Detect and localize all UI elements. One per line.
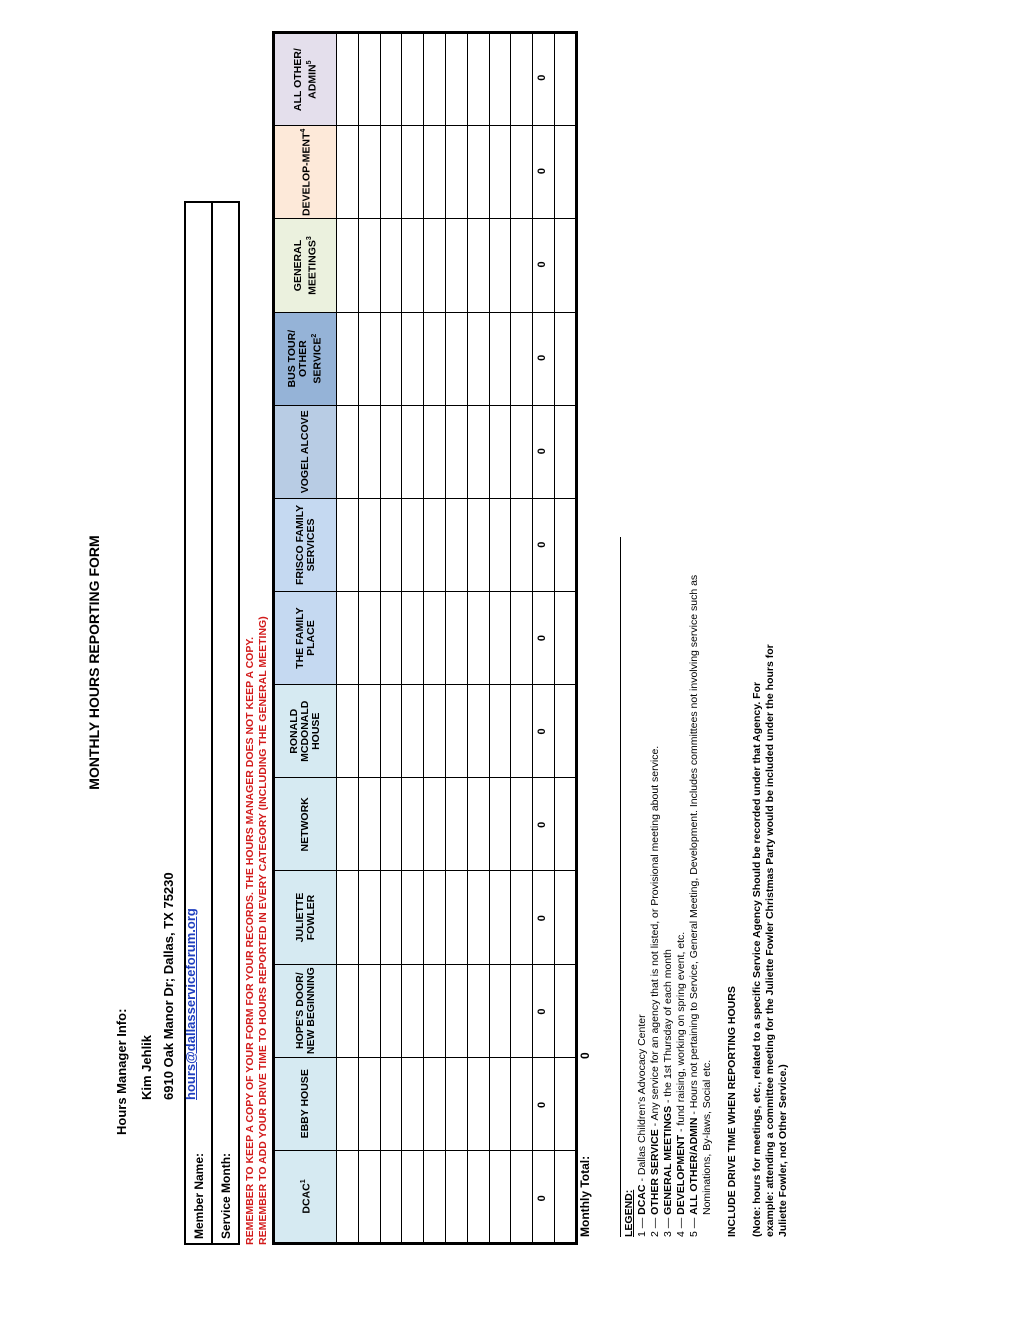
hours-entry-cell[interactable]: [445, 1150, 467, 1243]
legend-item-number: 2: [649, 1231, 661, 1237]
legend: [620, 537, 790, 1237]
column-header: [274, 964, 337, 1057]
hours-entry-cell[interactable]: [554, 964, 576, 1057]
table-row: [511, 33, 533, 1244]
hours-entry-cell[interactable]: [380, 592, 402, 685]
legend-item-number: 1: [636, 1231, 648, 1237]
hours-entry-cell[interactable]: [489, 871, 511, 964]
hours-entry-cell[interactable]: [424, 126, 446, 219]
hours-table: [272, 31, 578, 1245]
hours-entry-cell[interactable]: [511, 498, 533, 591]
column-header: [274, 219, 337, 312]
column-header-label: GENERAL MEETINGS: [291, 239, 319, 295]
hours-entry-cell[interactable]: [467, 964, 489, 1057]
column-header: [274, 126, 337, 219]
legend-item-term: ALL OTHER/ADMIN: [688, 1117, 700, 1215]
hours-entry-cell[interactable]: [424, 498, 446, 591]
hours-entry-cell[interactable]: [511, 871, 533, 964]
hours-entry-cell[interactable]: [358, 1057, 380, 1150]
hours-entry-cell[interactable]: [424, 1057, 446, 1150]
legend-item-number: 3: [662, 1231, 674, 1237]
hours-manager-address: 6910 Oak Manor Dr; Dallas, TX 75230: [161, 872, 176, 1100]
hours-entry-cell[interactable]: [358, 405, 380, 498]
hours-manager-email-link[interactable]: hours@dallasserviceforum.org: [183, 908, 198, 1100]
hours-entry-cell[interactable]: [358, 312, 380, 405]
hours-entry-cell[interactable]: [380, 126, 402, 219]
column-total: 0: [536, 448, 548, 455]
hours-entry-cell[interactable]: [511, 1150, 533, 1243]
hours-entry-cell[interactable]: [337, 312, 359, 405]
hours-entry-cell[interactable]: [554, 1057, 576, 1150]
legend-note: (Note: hours for meetings, etc., related to a specific Service Agency Should be recorded under that Agency. For example: attending a committee meeting for the Juliette Fowler Christmas Party would be included under the hours for Juliette Fowler, not Other Service.): [751, 644, 789, 1237]
column-total: 0: [536, 915, 548, 922]
hours-entry-cell[interactable]: [402, 33, 424, 126]
hours-entry-cell[interactable]: [358, 33, 380, 126]
hours-entry-cell[interactable]: [445, 405, 467, 498]
hours-entry-cell[interactable]: [467, 312, 489, 405]
hours-entry-cell[interactable]: [402, 1057, 424, 1150]
legend-drive-time: INCLUDE DRIVE TIME WHEN REPORTING HOURS: [726, 986, 738, 1237]
hours-entry-cell[interactable]: [467, 685, 489, 778]
column-total: 0: [536, 1195, 548, 1202]
hours-entry-cell[interactable]: [554, 592, 576, 685]
hours-entry-cell[interactable]: [554, 498, 576, 591]
column-total: 0: [536, 74, 548, 81]
hours-entry-cell[interactable]: [402, 405, 424, 498]
hours-entry-cell[interactable]: [380, 1057, 402, 1150]
hours-entry-cell[interactable]: [380, 405, 402, 498]
hours-entry-cell[interactable]: [445, 1057, 467, 1150]
hours-entry-cell[interactable]: [554, 312, 576, 405]
hours-entry-cell[interactable]: [424, 312, 446, 405]
column-header: [274, 498, 337, 591]
reminder-keep-copy: REMEMBER TO KEEP A COPY OF YOUR FORM FOR YOUR RECORDS. THE HOURS MANAGER DOES NOT KEEP A COPY.: [244, 636, 256, 1245]
column-header-label: DCAC: [300, 1183, 313, 1214]
hours-entry-cell[interactable]: [489, 1150, 511, 1243]
column-total: 0: [536, 728, 548, 735]
column-header-label: BUS TOUR/ OTHER SERVICE: [286, 329, 324, 388]
form-title: MONTHLY HOURS REPORTING FORM: [86, 535, 102, 790]
legend-item-term: OTHER SERVICE: [649, 1129, 661, 1215]
hours-entry-cell[interactable]: [489, 778, 511, 871]
hours-entry-cell[interactable]: [467, 405, 489, 498]
hours-entry-cell[interactable]: [337, 498, 359, 591]
hours-entry-cell[interactable]: [337, 219, 359, 312]
column-total: 0: [536, 261, 548, 268]
hours-entry-cell[interactable]: [511, 778, 533, 871]
legend-dash: —: [675, 1214, 687, 1232]
hours-entry-cell[interactable]: [467, 33, 489, 126]
hours-entry-cell[interactable]: [380, 219, 402, 312]
hours-entry-cell[interactable]: [358, 498, 380, 591]
legend-item-number: 5: [688, 1231, 700, 1237]
hours-entry-cell[interactable]: [424, 33, 446, 126]
legend-item-text: - fund raising, working on spring event, etc.: [675, 931, 687, 1135]
column-header-label: JULIETTE FOWLER: [293, 892, 317, 943]
legend-item: [636, 537, 649, 1237]
hours-entry-cell[interactable]: [380, 778, 402, 871]
member-name-row[interactable]: [186, 203, 213, 1243]
hours-entry-cell[interactable]: [511, 33, 533, 126]
hours-entry-cell[interactable]: [467, 126, 489, 219]
column-header-label: RONALD MCDONALD HOUSE: [288, 700, 322, 762]
hours-entry-cell[interactable]: [380, 964, 402, 1057]
service-month-label: Service Month:: [219, 1152, 233, 1239]
hours-entry-cell[interactable]: [511, 685, 533, 778]
hours-entry-cell[interactable]: [511, 964, 533, 1057]
hours-entry-cell[interactable]: [445, 871, 467, 964]
table-row: [337, 33, 359, 1244]
hours-entry-cell[interactable]: [554, 685, 576, 778]
column-header-label: ALL OTHER/ ADMIN: [291, 48, 319, 112]
hours-entry-cell[interactable]: [467, 1150, 489, 1243]
table-row: [402, 33, 424, 1244]
hours-entry-cell[interactable]: [358, 592, 380, 685]
column-header: [274, 685, 337, 778]
hours-entry-cell[interactable]: [380, 312, 402, 405]
hours-entry-cell[interactable]: [467, 1057, 489, 1150]
hours-entry-cell[interactable]: [489, 964, 511, 1057]
column-header-label: EBBY HOUSE: [299, 1069, 311, 1139]
column-header: [274, 312, 337, 405]
legend-items: [636, 537, 714, 1237]
hours-entry-cell[interactable]: [380, 871, 402, 964]
hours-entry-cell[interactable]: [554, 33, 576, 126]
table-row: [358, 33, 380, 1244]
legend-item: [675, 537, 688, 1237]
hours-entry-cell[interactable]: [380, 685, 402, 778]
legend-item: [688, 537, 714, 1237]
hours-entry-cell[interactable]: [445, 685, 467, 778]
hours-manager-label: Hours Manager Info:: [114, 1008, 129, 1135]
column-header-label: DEVELOP-MENT: [300, 132, 313, 217]
hours-entry-cell[interactable]: [337, 1150, 359, 1243]
table-row: [489, 33, 511, 1244]
column-footnote-marker: 2: [311, 333, 319, 338]
hours-entry-cell[interactable]: [337, 33, 359, 126]
table-row: [467, 33, 489, 1244]
hours-entry-cell[interactable]: [511, 405, 533, 498]
hours-entry-cell[interactable]: [424, 871, 446, 964]
hours-entry-cell[interactable]: [489, 219, 511, 312]
hours-entry-cell[interactable]: [489, 592, 511, 685]
hours-entry-cell[interactable]: [445, 33, 467, 126]
member-name-label: Member Name:: [192, 1152, 206, 1239]
column-total: 0: [536, 821, 548, 828]
table-row: [424, 33, 446, 1244]
hours-entry-cell[interactable]: [554, 778, 576, 871]
hours-entry-cell[interactable]: [402, 312, 424, 405]
hours-entry-cell[interactable]: [337, 126, 359, 219]
column-header-label: FRISCO FAMILY SERVICES: [293, 504, 317, 586]
monthly-total-value: 0: [578, 1052, 592, 1059]
hours-entry-cell[interactable]: [467, 871, 489, 964]
hours-entry-cell[interactable]: [489, 405, 511, 498]
column-total: 0: [536, 1008, 548, 1015]
hours-entry-cell[interactable]: [358, 685, 380, 778]
table-row: [445, 33, 467, 1244]
hours-entry-cell[interactable]: [402, 964, 424, 1057]
hours-entry-cell[interactable]: [489, 1057, 511, 1150]
legend-item-text: - Any service for an agency that is not listed, or Provisional meeting about service.: [649, 745, 661, 1130]
legend-dash: —: [649, 1214, 661, 1232]
legend-item-term: DEVELOPMENT: [675, 1134, 687, 1215]
hours-entry-cell[interactable]: [467, 592, 489, 685]
column-footnote-marker: 4: [300, 128, 308, 133]
column-total: 0: [536, 541, 548, 548]
hours-entry-cell[interactable]: [337, 1057, 359, 1150]
hours-manager-name: Kim Jehlik: [139, 1034, 154, 1100]
column-header: [274, 1150, 337, 1243]
hours-entry-cell[interactable]: [445, 126, 467, 219]
hours-entry-cell[interactable]: [402, 219, 424, 312]
hours-entry-cell[interactable]: [445, 778, 467, 871]
hours-entry-cell[interactable]: [358, 219, 380, 312]
column-header: [274, 405, 337, 498]
hours-entry-cell[interactable]: [445, 498, 467, 591]
column-footnote-marker: 5: [305, 60, 313, 65]
hours-entry-cell[interactable]: [402, 871, 424, 964]
hours-entry-cell[interactable]: [511, 592, 533, 685]
service-month-row[interactable]: [213, 203, 240, 1243]
hours-entry-cell[interactable]: [445, 592, 467, 685]
member-info-box: [184, 201, 240, 1245]
legend-item: [662, 537, 675, 1237]
column-footnote-marker: 3: [305, 236, 313, 241]
hours-entry-cell[interactable]: [358, 778, 380, 871]
hours-entry-cell[interactable]: [554, 405, 576, 498]
hours-entry-cell[interactable]: [402, 498, 424, 591]
column-total: 0: [536, 168, 548, 175]
column-header: [274, 778, 337, 871]
hours-entry-cell[interactable]: [358, 871, 380, 964]
hours-entry-cell[interactable]: [402, 126, 424, 219]
legend-dash: —: [662, 1214, 674, 1232]
column-total: 0: [536, 1101, 548, 1108]
hours-entry-cell[interactable]: [402, 592, 424, 685]
monthly-total-label: Monthly Total:: [578, 1155, 592, 1237]
legend-item-term: GENERAL MEETINGS: [662, 1105, 674, 1215]
reminder-drive-time: REMEMBER TO ADD YOUR DRIVE TIME TO HOURS REPORTED IN EVERY CATEGORY (INCLUDING THE GENERAL MEETING): [257, 616, 269, 1245]
hours-entry-cell[interactable]: [337, 871, 359, 964]
hours-entry-cell[interactable]: [337, 685, 359, 778]
column-footnote-marker: 1: [300, 1179, 308, 1184]
hours-entry-cell[interactable]: [358, 1150, 380, 1243]
legend-item-text: - the 1st Thursday of each month: [662, 949, 674, 1106]
legend-item-number: 4: [675, 1231, 687, 1237]
hours-entry-cell[interactable]: [445, 312, 467, 405]
hours-entry-cell[interactable]: [337, 592, 359, 685]
hours-entry-cell[interactable]: [467, 778, 489, 871]
legend-item: [649, 537, 662, 1237]
hours-entry-cell[interactable]: [445, 219, 467, 312]
column-header: [274, 33, 337, 126]
hours-entry-cell[interactable]: [337, 964, 359, 1057]
hours-entry-cell[interactable]: [489, 685, 511, 778]
hours-entry-cell[interactable]: [380, 1150, 402, 1243]
hours-entry-cell[interactable]: [424, 219, 446, 312]
column-header-label: NETWORK: [299, 797, 311, 852]
legend-item-text: - Hours not pertaining to Service, General Meeting, Development. Includes committees not involving service such as Nominations, By-laws, Social etc.: [688, 574, 713, 1215]
hours-entry-cell[interactable]: [424, 778, 446, 871]
legend-item-term: DCAC: [636, 1184, 648, 1215]
hours-entry-cell[interactable]: [554, 126, 576, 219]
hours-entry-cell[interactable]: [489, 498, 511, 591]
hours-entry-cell[interactable]: [337, 405, 359, 498]
hours-entry-cell[interactable]: [467, 219, 489, 312]
hours-entry-cell[interactable]: [424, 1150, 446, 1243]
hours-entry-cell[interactable]: [424, 685, 446, 778]
hours-entry-cell[interactable]: [511, 219, 533, 312]
hours-entry-cell[interactable]: [424, 964, 446, 1057]
hours-entry-cell[interactable]: [402, 1150, 424, 1243]
hours-entry-cell[interactable]: [489, 33, 511, 126]
column-header: [274, 1057, 337, 1150]
hours-entry-cell[interactable]: [511, 126, 533, 219]
hours-entry-cell[interactable]: [554, 1150, 576, 1243]
hours-entry-cell[interactable]: [358, 964, 380, 1057]
hours-entry-cell[interactable]: [337, 778, 359, 871]
column-total: 0: [536, 634, 548, 642]
hours-entry-cell[interactable]: [511, 1057, 533, 1150]
hours-entry-cell[interactable]: [358, 126, 380, 219]
rotated-form-sheet: [40, 40, 789, 1285]
hours-entry-cell[interactable]: [424, 592, 446, 685]
hours-entry-cell[interactable]: [402, 778, 424, 871]
hours-entry-cell[interactable]: [467, 498, 489, 591]
hours-entry-cell[interactable]: [554, 871, 576, 964]
hours-entry-cell[interactable]: [489, 126, 511, 219]
column-header-label: THE FAMILY PLACE: [293, 607, 317, 669]
hours-entry-cell[interactable]: [380, 33, 402, 126]
hours-entry-cell[interactable]: [511, 312, 533, 405]
hours-entry-cell[interactable]: [424, 405, 446, 498]
hours-entry-cell[interactable]: [489, 312, 511, 405]
hours-entry-cell[interactable]: [445, 964, 467, 1057]
column-header-label: VOGEL ALCOVE: [299, 410, 311, 494]
table-row: [380, 33, 402, 1244]
column-header: [274, 871, 337, 964]
hours-table-header: [274, 33, 337, 1244]
table-row: [554, 33, 576, 1244]
legend-dash: —: [636, 1214, 648, 1232]
legend-title: LEGEND:: [623, 1189, 635, 1237]
legend-dash: —: [688, 1214, 700, 1232]
column-header: [274, 592, 337, 685]
column-header-label: HOPE'S DOOR/ NEW BEGINNING: [293, 967, 317, 1055]
hours-entry-cell[interactable]: [380, 498, 402, 591]
hours-entry-cell[interactable]: [402, 685, 424, 778]
column-total: 0: [536, 354, 548, 361]
hours-entry-cell[interactable]: [554, 219, 576, 312]
legend-item-text: - Dallas Children's Advocacy Center: [636, 1014, 648, 1185]
